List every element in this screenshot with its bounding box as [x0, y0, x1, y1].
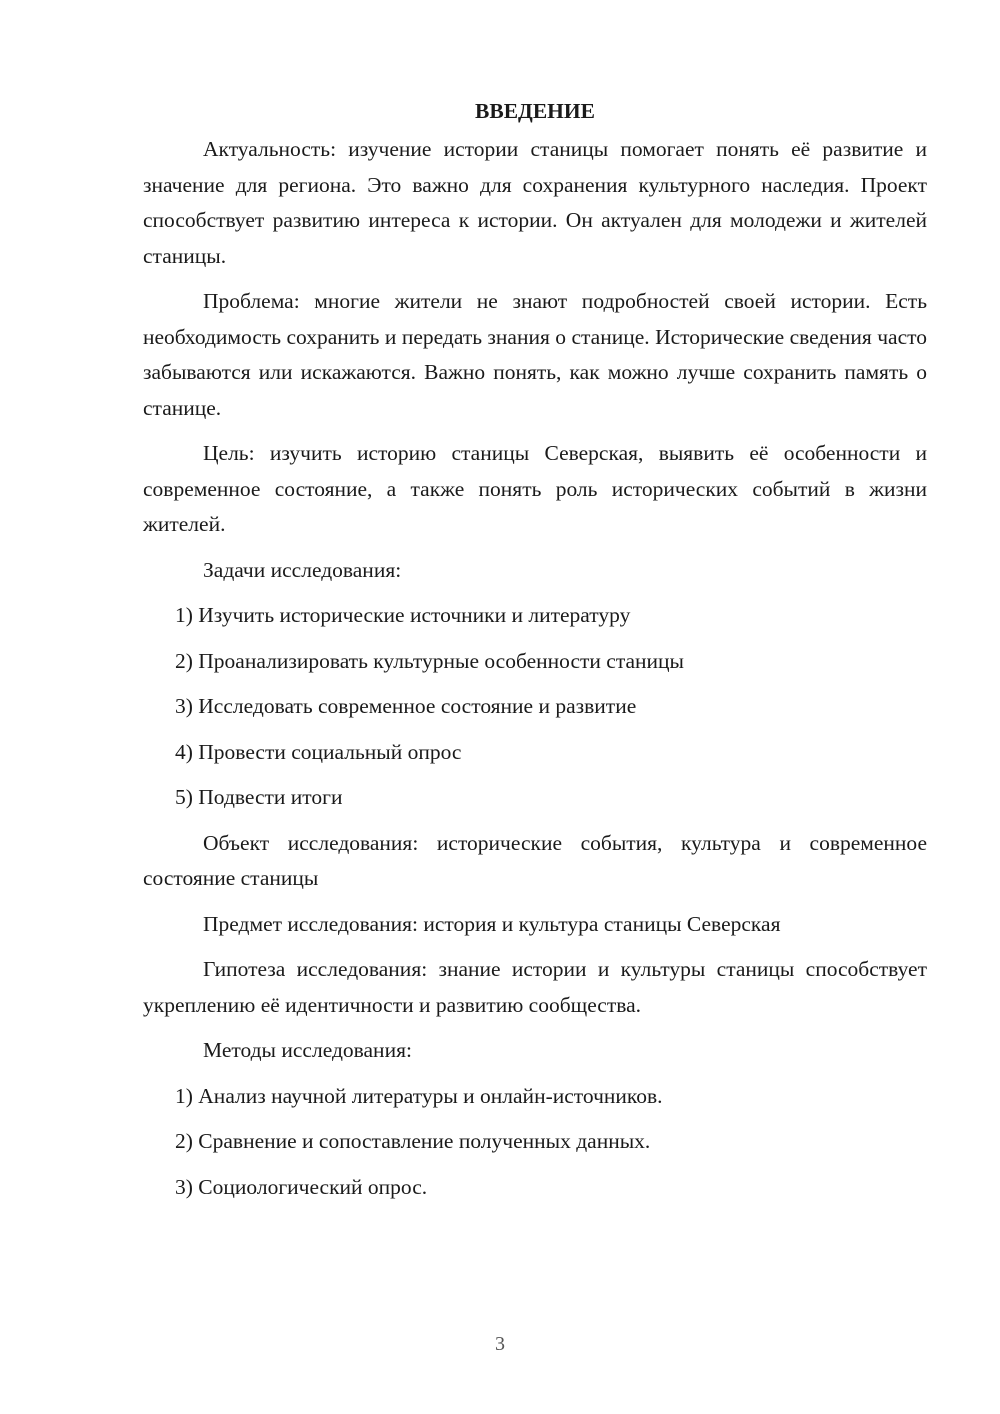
list-item: 1) Анализ научной литературы и онлайн-источников. — [175, 1083, 663, 1108]
list-item: 2) Проанализировать культурные особенности станицы — [175, 648, 684, 673]
list-item: 4) Провести социальный опрос — [175, 739, 462, 764]
object-paragraph: Объект исследования: исторические события, культура и современное состояние станицы — [143, 830, 927, 890]
list-item: 3) Социологический опрос. — [175, 1174, 428, 1199]
methods-heading: Методы исследования: — [203, 1038, 412, 1062]
section-title: ВВЕДЕНИЕ — [475, 99, 595, 123]
list-item: 5) Подвести итоги — [175, 785, 343, 809]
hypothesis-paragraph: Гипотеза исследования: знание истории и культуры станицы способствует укреплению её идентичности и развитию сообщества. — [143, 957, 927, 1017]
list-item: 2) Сравнение и сопоставление полученных данных. — [175, 1129, 651, 1153]
relevance-paragraph: Актуальность: изучение истории станицы помогает понять её развитие и значение для региона. Это важно для сохранения культурного наследия. Проект способствует развитию интереса к истории. Он актуален для молодежи и жителей станицы. — [143, 137, 927, 268]
goal-paragraph: Цель: изучить историю станицы Северская, выявить её особенности и современное состояние, а также понять роль исторических событий в жизни жителей. — [143, 441, 927, 536]
problem-paragraph: Проблема: многие жители не знают подробностей своей истории. Есть необходимость сохранить и передать знания о станице. Исторические сведения часто забываются или искажаются. Важно понять, как можно лучше сохранить память о станице. — [143, 289, 927, 420]
list-item: 3) Исследовать современное состояние и развитие — [175, 694, 637, 718]
list-item: 1) Изучить исторические источники и литературу — [175, 603, 631, 627]
page-number: 3 — [495, 1333, 505, 1355]
methods-list — [143, 1079, 927, 1206]
subject-paragraph: Предмет исследования: история и культура станицы Северская — [203, 911, 781, 936]
tasks-heading: Задачи исследования: — [203, 557, 402, 582]
tasks-list — [143, 598, 927, 816]
document-page — [143, 96, 927, 1215]
